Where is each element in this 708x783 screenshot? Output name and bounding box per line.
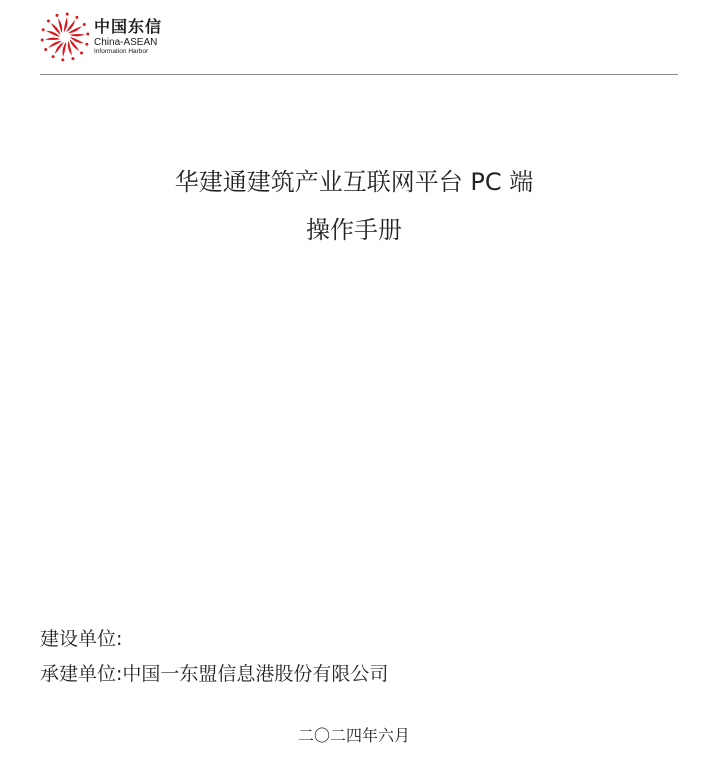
logo-name-en: China-ASEAN bbox=[94, 36, 158, 48]
header-divider bbox=[40, 74, 678, 75]
document-subtitle: 操作手册 bbox=[306, 216, 402, 244]
contractor-unit: 承建单位:中国一东盟信息港股份有限公司 bbox=[40, 663, 389, 685]
document-title: 华建通建筑产业互联网平台 PC 端 bbox=[174, 168, 534, 196]
company-logo bbox=[40, 12, 162, 62]
document-date: 二〇二四年六月 bbox=[297, 726, 410, 745]
logo-tagline-en: Information Harbor bbox=[94, 47, 149, 55]
page-header bbox=[40, 12, 678, 76]
logo-text bbox=[94, 16, 163, 56]
red-starburst-logo-icon bbox=[40, 12, 90, 62]
builder-unit: 建设单位: bbox=[40, 628, 123, 650]
logo-name-cn: 中国东信 bbox=[94, 16, 163, 36]
